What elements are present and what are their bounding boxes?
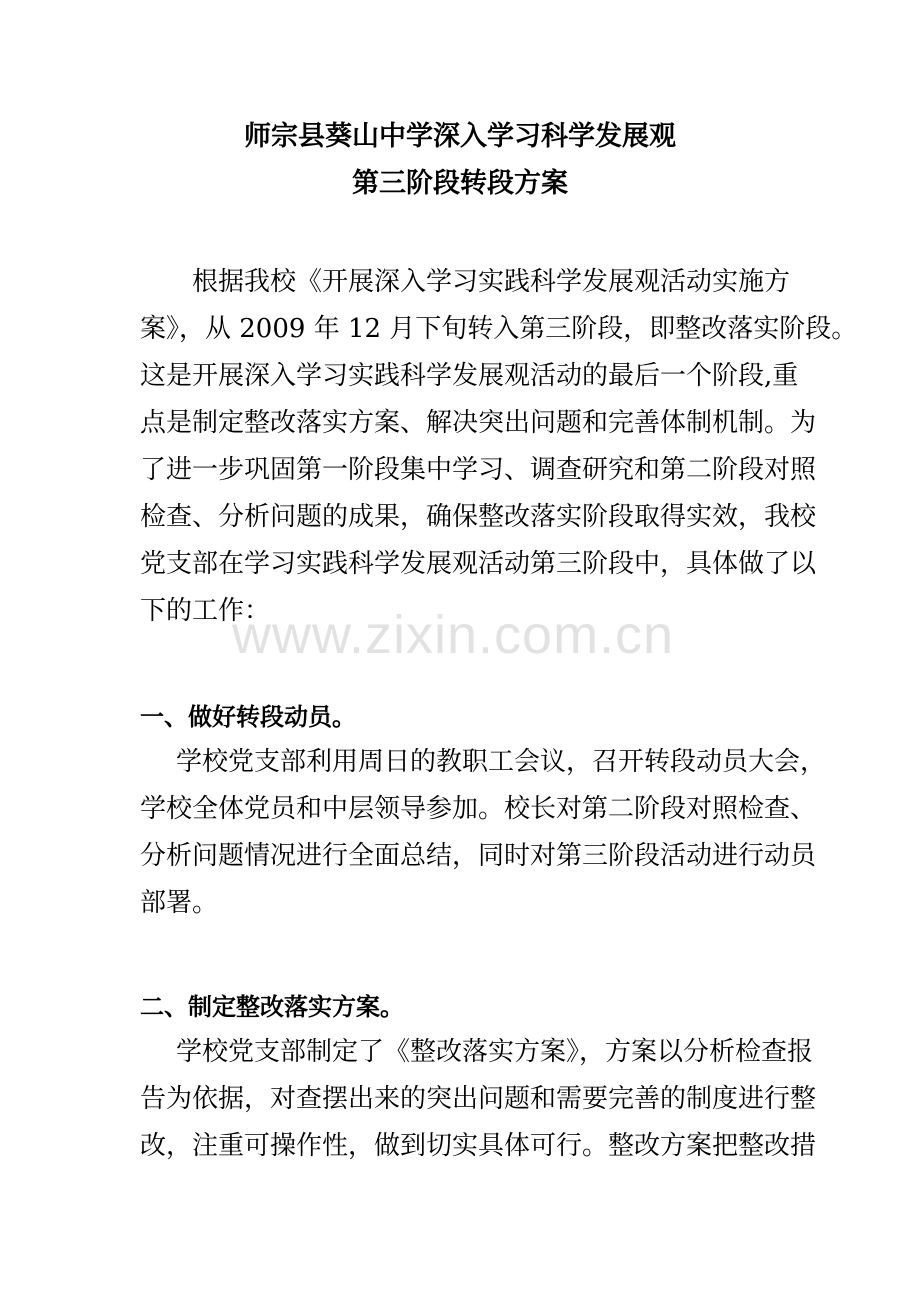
- intro-paragraph-line: 这是开展深入学习实践科学发展观活动的最后一个阶段,重: [140, 361, 799, 391]
- section-1-paragraph-line: 学校党支部利用周日的教职工会议，召开转段动员大会，: [176, 747, 827, 777]
- intro-paragraph-line: 下的工作：: [140, 596, 271, 626]
- section-1-paragraph-line: 部署。: [140, 888, 219, 918]
- watermark-text: www.zixin.com.cn: [232, 605, 675, 665]
- intro-paragraph-line: 根据我校《开展深入学习实践科学发展观活动实施方: [192, 267, 791, 297]
- intro-paragraph-line: 了进一步巩固第一阶段集中学习、调查研究和第二阶段对照: [140, 455, 817, 485]
- section-1-heading: 一、做好转段动员。: [140, 702, 356, 731]
- section-2-paragraph-line: 告为依据，对查摆出来的突出问题和需要完善的制度进行整: [140, 1084, 817, 1114]
- section-2-paragraph-line: 学校党支部制定了《整改落实方案》，方案以分析检查报: [176, 1037, 814, 1067]
- intro-paragraph-line: 案》，从 2009 年 12 月下旬转入第三阶段，即整改落实阶段。: [140, 314, 858, 344]
- section-1-paragraph-line: 分析问题情况进行全面总结，同时对第三阶段活动进行动员: [140, 841, 817, 871]
- section-1-paragraph-line: 学校全体党员和中层领导参加。校长对第二阶段对照检查、: [140, 794, 817, 824]
- document-title-line-2: 第三阶段转段方案: [352, 168, 568, 199]
- section-2-heading: 二、制定整改落实方案。: [140, 992, 404, 1021]
- intro-paragraph-line: 点是制定整改落实方案、解决突出问题和完善体制机制。为: [140, 408, 817, 438]
- document-title-line-1: 师宗县葵山中学深入学习科学发展观: [244, 121, 676, 152]
- intro-paragraph-line: 检查、分析问题的成果，确保整改落实阶段取得实效，我校: [140, 502, 817, 532]
- intro-paragraph-line: 党支部在学习实践科学发展观活动第三阶段中，具体做了以: [140, 549, 817, 579]
- section-2-paragraph-line: 改，注重可操作性，做到切实具体可行。整改方案把整改措: [140, 1131, 817, 1161]
